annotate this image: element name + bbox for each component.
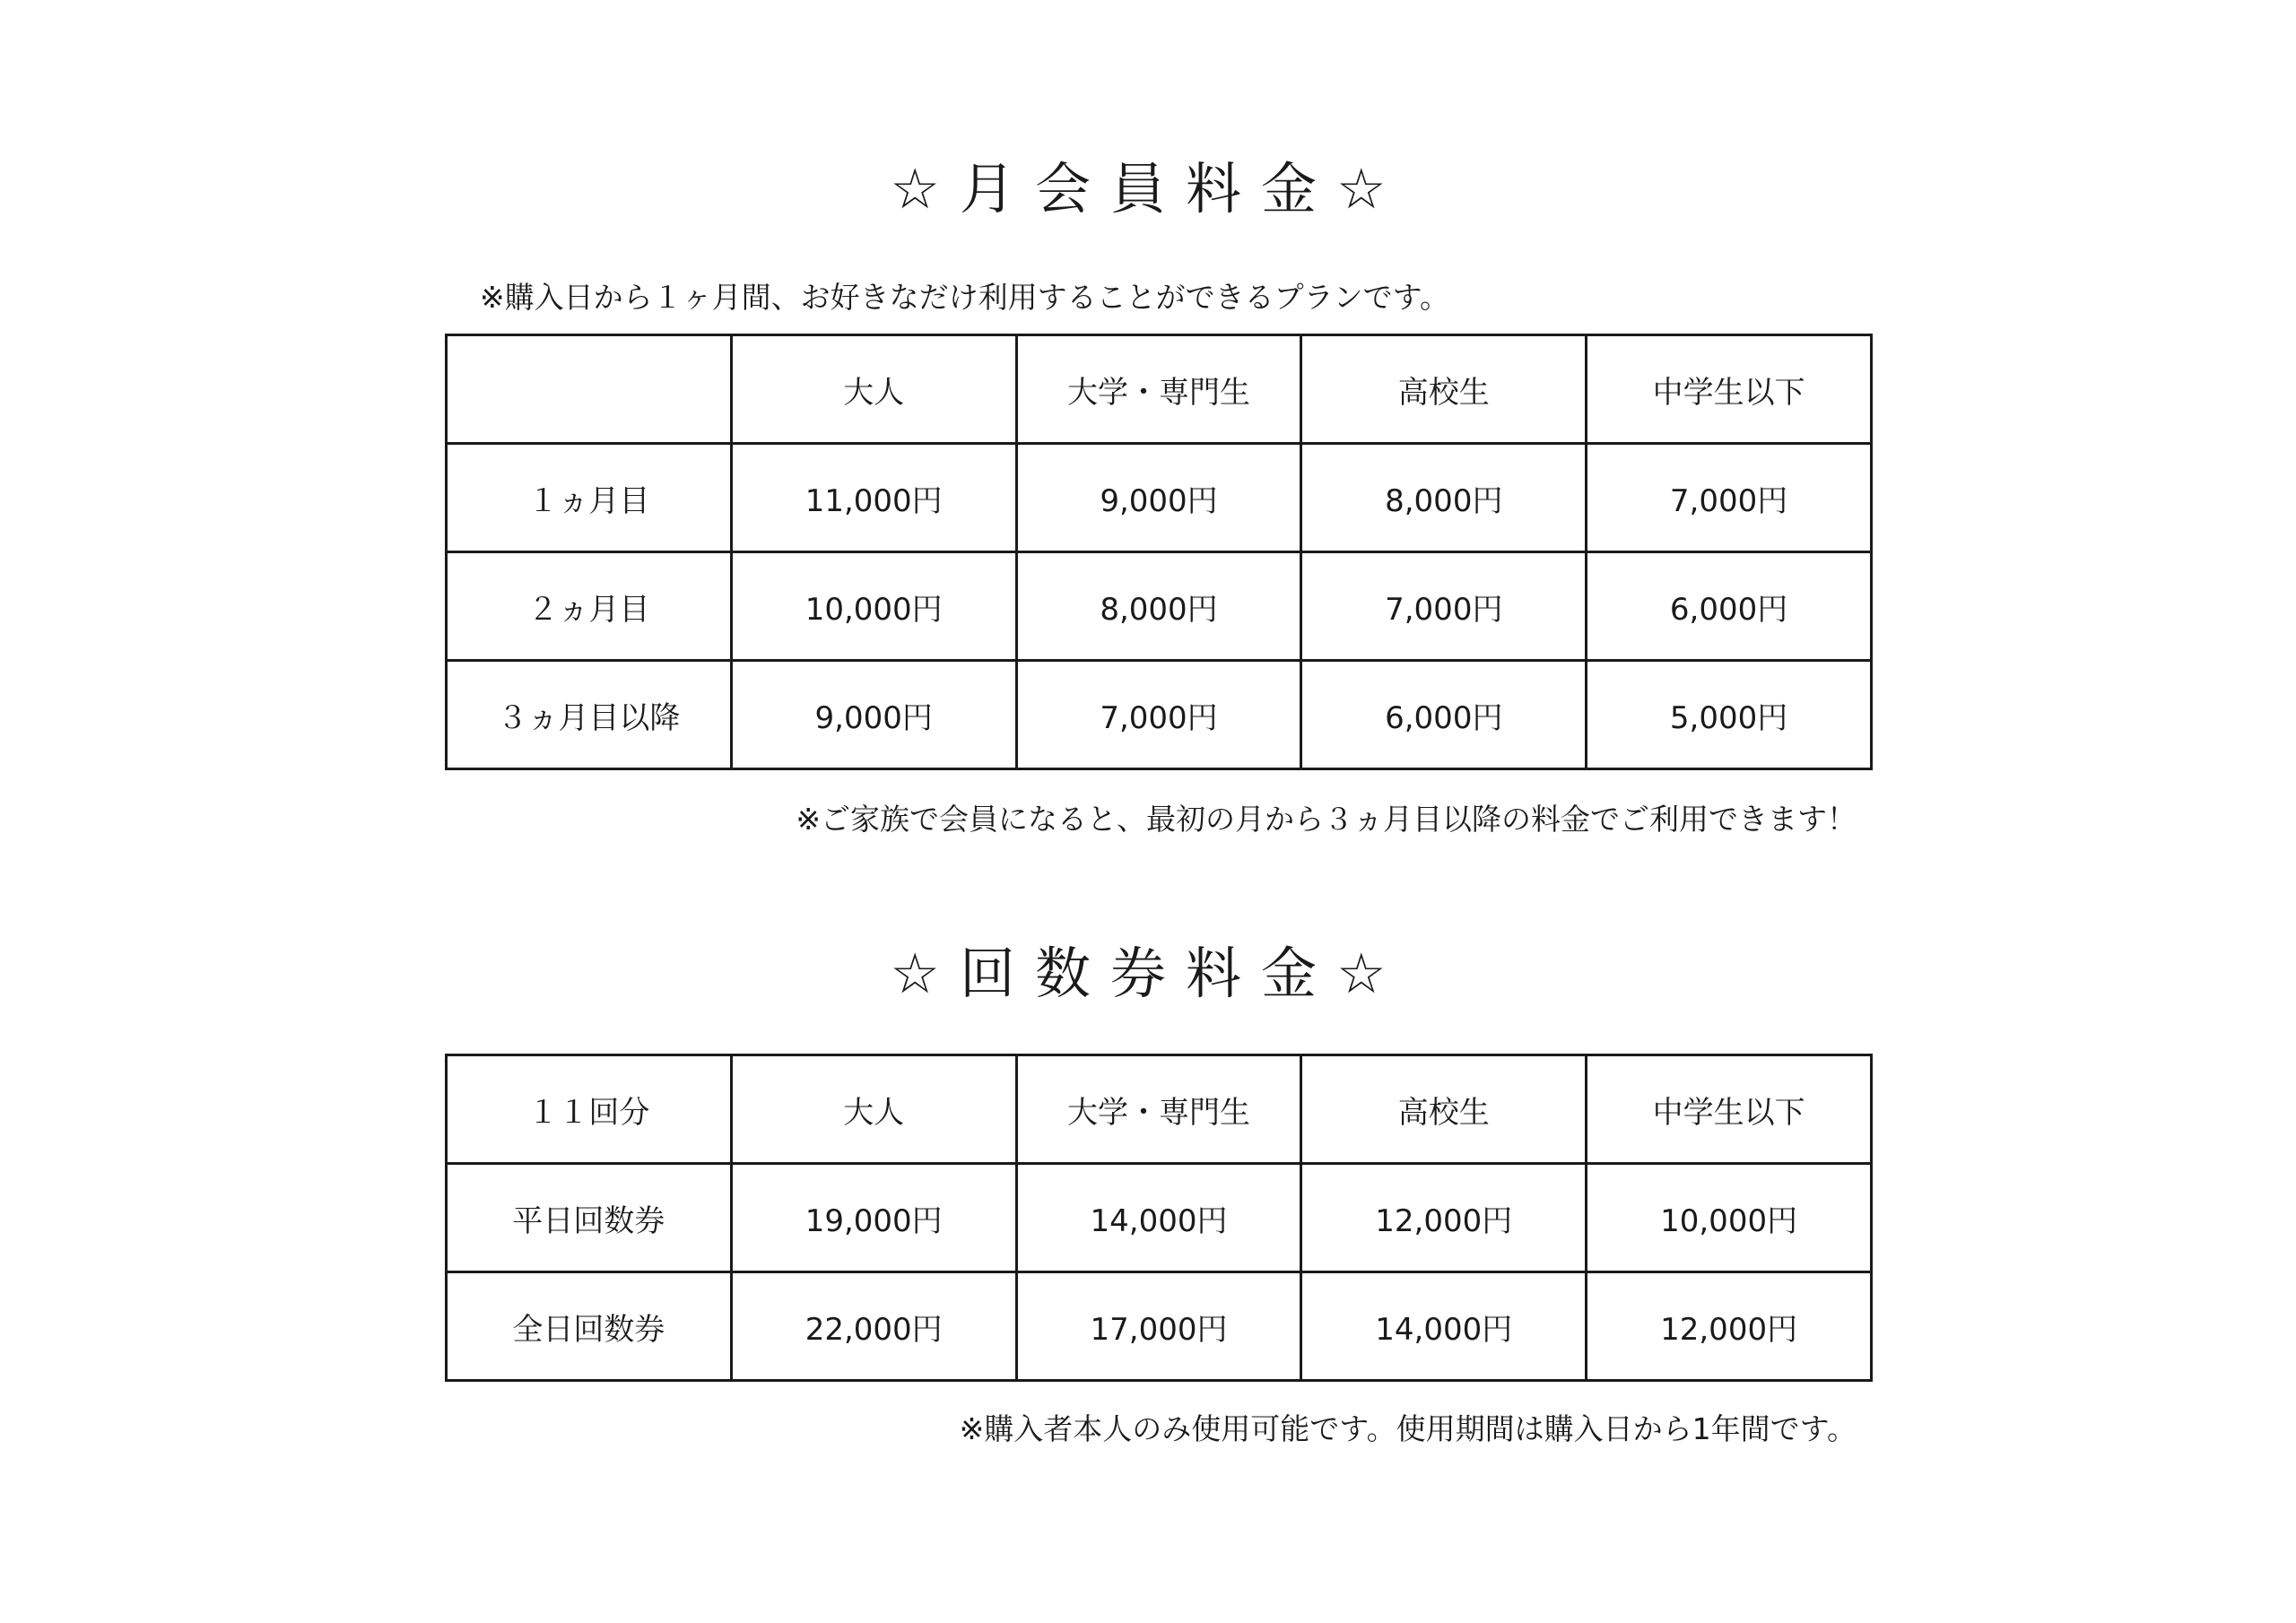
table-header-row bbox=[447, 1055, 1872, 1164]
row-label: 全日回数券 bbox=[447, 1272, 732, 1381]
price-cell: 10,000円 bbox=[1587, 1164, 1872, 1272]
header-cell-adult: 大人 bbox=[731, 335, 1016, 444]
price-cell: 12,000円 bbox=[1587, 1272, 1872, 1381]
price-cell: 9,000円 bbox=[1016, 444, 1301, 552]
monthly-title: ☆月会員料金☆ bbox=[890, 156, 1406, 221]
row-label: ２ヵ月目 bbox=[447, 552, 732, 661]
price-cell: 19,000円 bbox=[731, 1164, 1016, 1272]
header-cell-junior: 中学生以下 bbox=[1587, 1055, 1872, 1164]
table-row bbox=[447, 1164, 1872, 1272]
table-row bbox=[447, 444, 1872, 552]
header-cell-junior: 中学生以下 bbox=[1587, 335, 1872, 444]
monthly-note-top: ※購入日から１ヶ月間、お好きなだけ利用することができるプランです。 bbox=[480, 280, 1450, 315]
tickets-price-table bbox=[445, 1054, 1873, 1382]
price-cell: 22,000円 bbox=[731, 1272, 1016, 1381]
header-cell-highschool: 高校生 bbox=[1301, 335, 1587, 444]
tickets-note-bottom: ※購入者本人のみ使用可能です。使用期間は購入日から1年間です。 bbox=[959, 1411, 1857, 1446]
header-cell-highschool: 高校生 bbox=[1301, 1055, 1587, 1164]
header-cell-university: 大学・専門生 bbox=[1016, 1055, 1301, 1164]
price-cell: 10,000円 bbox=[731, 552, 1016, 661]
table-row bbox=[447, 552, 1872, 661]
price-cell: 6,000円 bbox=[1301, 661, 1587, 769]
table-row bbox=[447, 661, 1872, 769]
price-cell: 8,000円 bbox=[1016, 552, 1301, 661]
price-cell: 8,000円 bbox=[1301, 444, 1587, 552]
price-cell: 9,000円 bbox=[731, 661, 1016, 769]
price-cell: 7,000円 bbox=[1301, 552, 1587, 661]
row-label: ３ヵ月目以降 bbox=[447, 661, 732, 769]
price-cell: 7,000円 bbox=[1016, 661, 1301, 769]
header-cell-university: 大学・専門生 bbox=[1016, 335, 1301, 444]
row-label: １ヵ月目 bbox=[447, 444, 732, 552]
table-header-row bbox=[447, 335, 1872, 444]
header-cell-adult: 大人 bbox=[731, 1055, 1016, 1164]
price-cell: 12,000円 bbox=[1301, 1164, 1587, 1272]
table-row bbox=[447, 1272, 1872, 1381]
price-cell: 11,000円 bbox=[731, 444, 1016, 552]
price-cell: 7,000円 bbox=[1587, 444, 1872, 552]
header-cell bbox=[447, 335, 732, 444]
header-cell-count: １１回分 bbox=[447, 1055, 732, 1164]
price-cell: 14,000円 bbox=[1016, 1164, 1301, 1272]
price-cell: 6,000円 bbox=[1587, 552, 1872, 661]
price-cell: 14,000円 bbox=[1301, 1272, 1587, 1381]
price-cell: 5,000円 bbox=[1587, 661, 1872, 769]
row-label: 平日回数券 bbox=[447, 1164, 732, 1272]
price-cell: 17,000円 bbox=[1016, 1272, 1301, 1381]
monthly-price-table bbox=[445, 334, 1873, 770]
monthly-note-bottom: ※ご家族で会員になると、最初の月から３ヵ月目以降の料金でご利用できます！ bbox=[796, 802, 1857, 837]
tickets-title: ☆回数券料金☆ bbox=[890, 941, 1406, 1006]
